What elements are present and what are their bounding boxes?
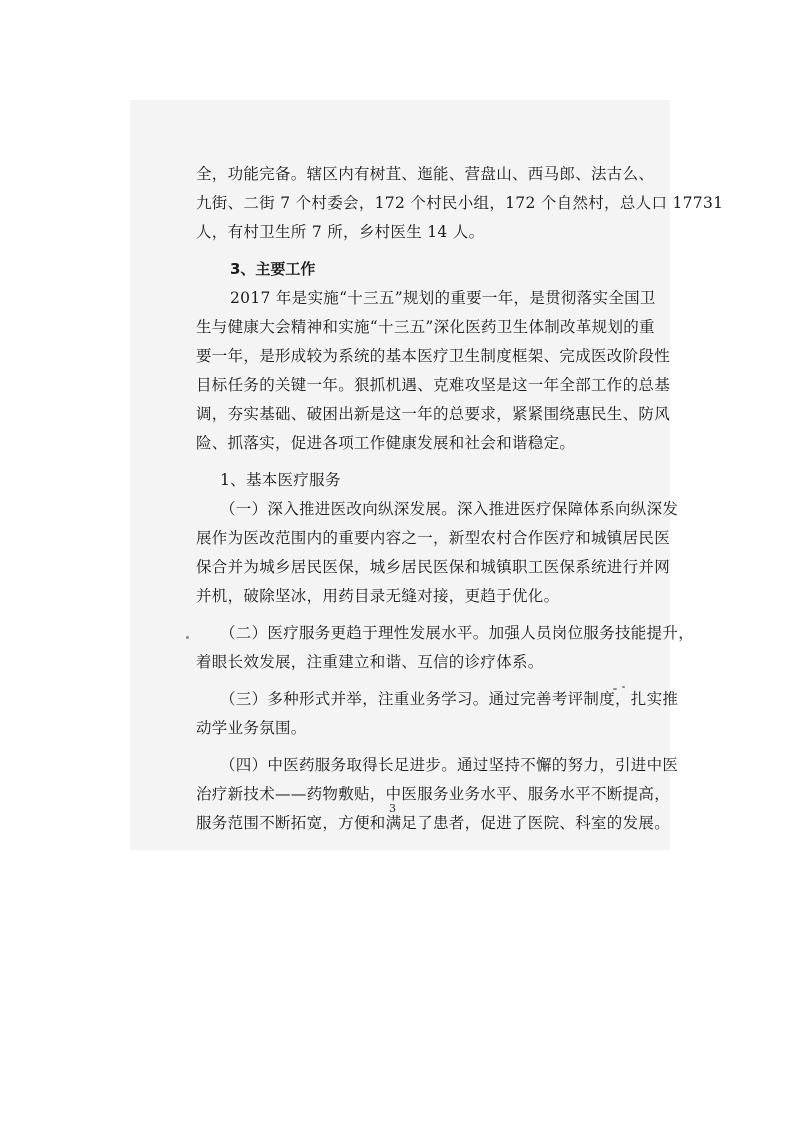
subheading-basic-medical-service: 1、基本医疗服务 <box>220 471 341 489</box>
page-number: 3 <box>389 802 396 815</box>
text-line: 治疗新技术——药物敷贴，中医服务业务水平、服务水平不断提高， <box>196 785 671 803</box>
text-line: 九街、二街 7 个村委会，172 个村民小组，172 个自然村，总人口 17731 <box>196 194 724 212</box>
text-line: 人，有村卫生所 7 所，乡村医生 14 人。 <box>196 223 485 241</box>
text-line: 调，夯实基础、破困出新是这一年的总要求，紧紧围绕惠民生、防风 <box>196 405 671 423</box>
paragraph-item-2 <box>196 619 695 677</box>
paragraph-item-3 <box>196 685 679 743</box>
section-heading-main-work: 3、主要工作 <box>230 260 316 278</box>
scan-speck <box>613 688 617 690</box>
text-line: （一）深入推进医改向纵深发展。深入推进医疗保障体系向纵深发 <box>220 500 679 518</box>
text-line: 2017 年是实施“十三五”规划的重要一年，是贯彻落实全国卫 <box>230 289 656 307</box>
text-line: 服务范围不断拓宽，方便和满足了患者，促进了医院、科室的发展。 <box>196 814 671 832</box>
text-line: 展作为医改范围内的重要内容之一，新型农村合作医疗和城镇居民医 <box>196 529 671 547</box>
paragraph-2017 <box>196 284 671 458</box>
scan-speck <box>186 636 189 639</box>
text-line: 并机，破除坚冰，用药目录无缝对接，更趋于优化。 <box>196 587 560 605</box>
text-line: 着眼长效发展，注重建立和谐、互信的诊疗体系。 <box>196 653 544 671</box>
paragraph-item-4 <box>196 751 679 838</box>
text-line: 险、抓落实，促进各项工作健康发展和社会和谐稳定。 <box>196 434 576 452</box>
paragraph-item-1 <box>196 495 679 611</box>
paragraph-overview <box>196 160 724 247</box>
text-line: 动学业务氛围。 <box>196 719 307 737</box>
scan-speck <box>622 686 625 688</box>
document-body <box>196 160 724 846</box>
text-line: （三）多种形式并举，注重业务学习。通过完善考评制度，扎实推 <box>220 690 679 708</box>
text-line: 生与健康大会精神和实施“十三五”深化医药卫生体制改革规划的重 <box>196 318 655 336</box>
text-line: 目标任务的关键一年。狠抓机遇、克难攻坚是这一年全部工作的总基 <box>196 376 671 394</box>
text-line: （二）医疗服务更趋于理性发展水平。加强人员岗位服务技能提升， <box>220 624 695 642</box>
text-line: （四）中医药服务取得长足进步。通过坚持不懈的努力，引进中医 <box>220 756 679 774</box>
text-line: 要一年，是形成较为系统的基本医疗卫生制度框架、完成医改阶段性 <box>196 347 671 365</box>
text-line: 全，功能完备。辖区内有树苴、迤能、营盘山、西马郎、法古么、 <box>196 165 655 183</box>
text-line: 保合并为城乡居民医保，城乡居民医保和城镇职工医保系统进行并网 <box>196 558 671 576</box>
